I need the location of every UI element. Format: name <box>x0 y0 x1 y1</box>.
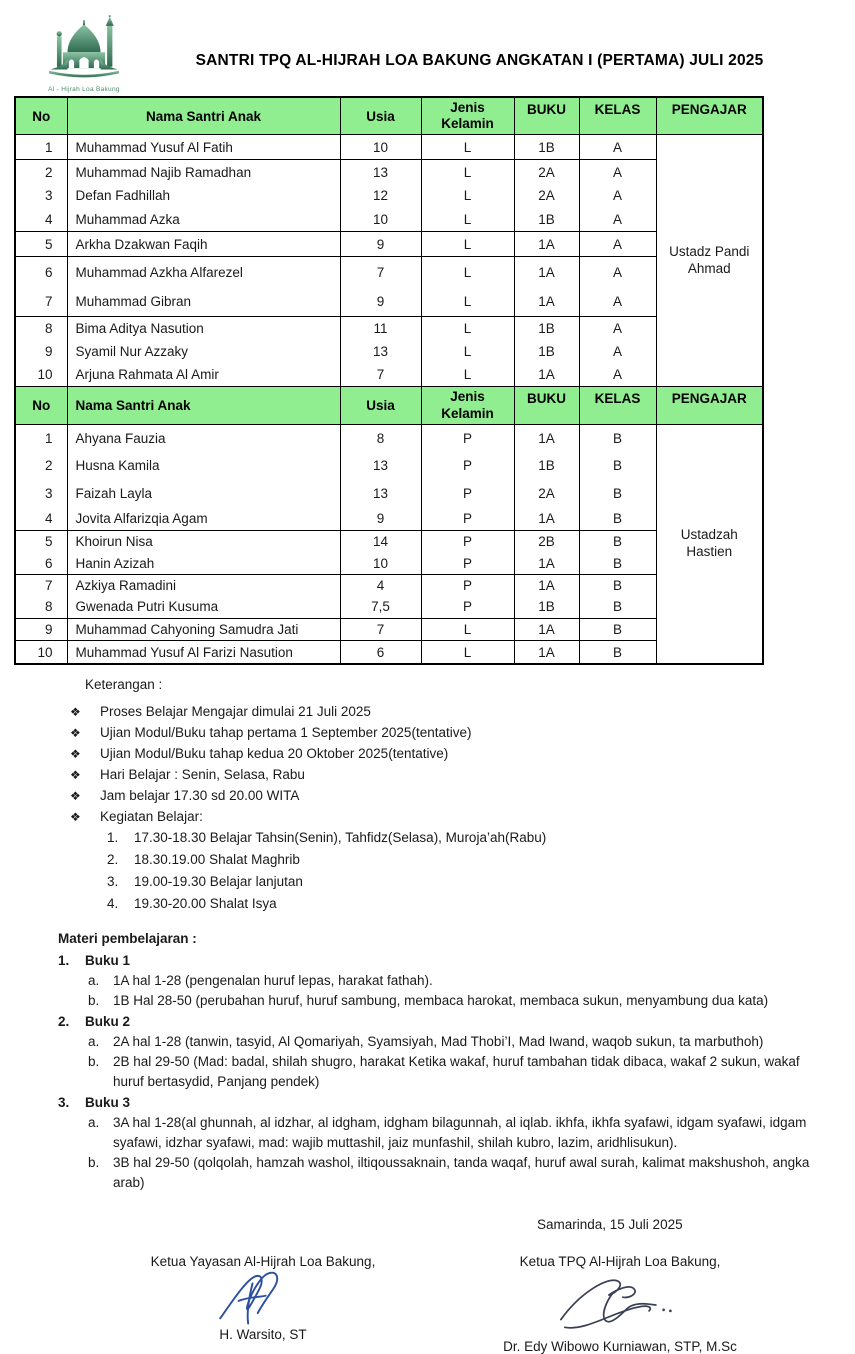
materi-subitem-text: 3A hal 1-28(al ghunnah, al idzhar, al idgham, idgham bilagunnah, al iqlab. ikhfa, ikhfa syafawi, idgam syafawi, idgam syafawi, idzhar syafawi, mad: wajib muttashil, jaiz munfashil, shilah kubro, lazim, aridhlisukun). <box>113 1115 807 1151</box>
kegiatan-item-text: 19.00-19.30 Belajar lanjutan <box>134 874 303 890</box>
signature-row <box>0 1254 855 1354</box>
cell-class: B <box>579 424 656 451</box>
table-row <box>15 232 763 257</box>
cell-book: 1B <box>514 451 579 480</box>
cell-age: 13 <box>340 340 421 363</box>
cell-class: A <box>579 232 656 257</box>
materi-subitem <box>88 1052 825 1092</box>
cell-age: 13 <box>340 480 421 507</box>
warsito-signature <box>215 1269 311 1331</box>
table-row <box>15 257 763 287</box>
keterangan-item-text: Ujian Modul/Buku tahap pertama 1 September 2025(tentative) <box>100 725 472 741</box>
cell-gender: L <box>421 317 514 340</box>
materi-item-label: Buku 1 <box>85 953 131 969</box>
cell-class: B <box>579 507 656 530</box>
table-row <box>15 208 763 232</box>
cell-name: Azkiya Ramadini <box>67 574 340 595</box>
cell-name: Bima Aditya Nasution <box>67 317 340 340</box>
col-header-age: Usia <box>340 387 421 424</box>
col-header-class: KELAS <box>579 97 656 135</box>
cell-age: 13 <box>340 160 421 184</box>
cell-gender: L <box>421 340 514 363</box>
signer-name: Dr. Edy Wibowo Kurniawan, STP, M.Sc <box>503 1339 737 1354</box>
col-header-name: Nama Santri Anak <box>67 387 340 424</box>
signer-title: Ketua TPQ Al-Hijrah Loa Bakung, <box>519 1254 721 1270</box>
kegiatan-item-number: 3. <box>107 874 119 890</box>
cell-name: Khoirun Nisa <box>67 530 340 552</box>
keterangan-item-text: Ujian Modul/Buku tahap kedua 20 Oktober 2025(tentative) <box>100 746 449 762</box>
keterangan-item-text: Kegiatan Belajar: <box>100 809 203 825</box>
diamond-bullet-icon: ❖ <box>70 810 81 825</box>
kegiatan-item-text: 17.30-18.30 Belajar Tahsin(Senin), Tahfidz(Selasa), Muroja’ah(Rabu) <box>134 830 547 846</box>
cell-class: A <box>579 160 656 184</box>
cell-no: 8 <box>15 595 67 618</box>
cell-no: 4 <box>15 208 67 232</box>
table-row <box>15 618 763 640</box>
col-header-class: KELAS <box>579 387 656 424</box>
kegiatan-item <box>107 828 855 848</box>
cell-class: B <box>579 480 656 507</box>
santri-table <box>14 96 764 665</box>
cell-age: 7 <box>340 257 421 287</box>
cell-age: 7 <box>340 618 421 640</box>
mosque-logo-icon <box>41 14 127 80</box>
cell-gender: P <box>421 552 514 574</box>
table-row <box>15 135 763 160</box>
diamond-bullet-icon: ❖ <box>70 768 81 783</box>
keterangan-item <box>70 702 855 722</box>
materi-item <box>58 1012 825 1032</box>
cell-book: 1A <box>514 552 579 574</box>
diamond-bullet-icon: ❖ <box>70 747 81 762</box>
cell-book: 2A <box>514 184 579 208</box>
col-header-gender: Jenis Kelamin <box>421 97 514 135</box>
cell-name: Muhammad Yusuf Al Fatih <box>67 135 340 160</box>
cell-book: 1A <box>514 232 579 257</box>
materi-subitem-letter: a. <box>88 1034 100 1050</box>
materi-item <box>58 1093 825 1113</box>
table-header-row <box>15 97 763 135</box>
cell-name: Defan Fadhillah <box>67 184 340 208</box>
materi-subitem-letter: a. <box>88 1115 100 1131</box>
cell-gender: P <box>421 530 514 552</box>
keterangan-section <box>70 675 855 914</box>
cell-age: 12 <box>340 184 421 208</box>
cell-book: 2B <box>514 530 579 552</box>
cell-gender: L <box>421 208 514 232</box>
materi-subitem-text: 1B Hal 28-50 (perubahan huruf, huruf sambung, membaca harokat, membaca sukun, menyambung dua kata) <box>113 993 769 1009</box>
logo-block <box>34 14 134 93</box>
cell-name: Muhammad Gibran <box>67 287 340 317</box>
col-header-book: BUKU <box>514 97 579 135</box>
keterangan-item <box>70 807 855 827</box>
kegiatan-list <box>107 828 855 914</box>
page-title: SANTRI TPQ AL-HIJRAH LOA BAKUNG ANGKATAN I (PERTAMA) JULI 2025 <box>195 52 764 69</box>
cell-class: B <box>579 552 656 574</box>
cell-name: Ahyana Fauzia <box>67 424 340 451</box>
cell-book: 1A <box>514 618 579 640</box>
cell-name: Muhammad Cahyoning Samudra Jati <box>67 618 340 640</box>
cell-class: B <box>579 640 656 664</box>
materi-section <box>58 929 825 1193</box>
keterangan-heading: Keterangan : <box>85 677 163 693</box>
cell-no: 9 <box>15 618 67 640</box>
cell-gender: L <box>421 618 514 640</box>
document-header <box>0 0 855 92</box>
cell-gender: P <box>421 574 514 595</box>
table-row <box>15 574 763 595</box>
cell-book: 1A <box>514 424 579 451</box>
edy-signature <box>557 1271 683 1341</box>
cell-book: 2A <box>514 480 579 507</box>
keterangan-item <box>70 723 855 743</box>
cell-age: 10 <box>340 208 421 232</box>
table-row <box>15 363 763 387</box>
materi-subitem-text: 2A hal 1-28 (tanwin, tasyid, Al Qomariyah, Syamsiyah, Mad Thobi’I, Mad Iwand, waqob sukun, ta marbuthoh) <box>113 1034 764 1050</box>
cell-book: 1B <box>514 317 579 340</box>
cell-no: 2 <box>15 451 67 480</box>
materi-subitem-letter: b. <box>88 1155 100 1171</box>
cell-no: 6 <box>15 257 67 287</box>
cell-name: Hanin Azizah <box>67 552 340 574</box>
teacher-cell: Ustadzah Hastien <box>656 424 763 664</box>
cell-class: B <box>579 574 656 595</box>
cell-gender: P <box>421 507 514 530</box>
cell-gender: L <box>421 363 514 387</box>
materi-subitem-letter: a. <box>88 973 100 989</box>
table-row <box>15 480 763 507</box>
materi-subitem <box>88 1113 825 1153</box>
cell-name: Muhammad Najib Ramadhan <box>67 160 340 184</box>
signature-block-tpq <box>440 1254 800 1354</box>
cell-name: Muhammad Yusuf Al Farizi Nasution <box>67 640 340 664</box>
cell-book: 1B <box>514 595 579 618</box>
cell-book: 1A <box>514 574 579 595</box>
cell-age: 4 <box>340 574 421 595</box>
materi-subitem <box>88 1032 825 1052</box>
cell-age: 7 <box>340 363 421 387</box>
cell-age: 6 <box>340 640 421 664</box>
cell-no: 8 <box>15 317 67 340</box>
diamond-bullet-icon: ❖ <box>70 789 81 804</box>
cell-class: A <box>579 257 656 287</box>
cell-class: B <box>579 451 656 480</box>
table-row <box>15 424 763 451</box>
col-header-no: No <box>15 97 67 135</box>
table-row <box>15 552 763 574</box>
cell-no: 4 <box>15 507 67 530</box>
cell-name: Muhammad Azka <box>67 208 340 232</box>
cell-gender: P <box>421 424 514 451</box>
cell-no: 5 <box>15 530 67 552</box>
cell-gender: L <box>421 184 514 208</box>
signer-title: Ketua Yayasan Al-Hijrah Loa Bakung, <box>150 1254 376 1270</box>
col-header-teacher: PENGAJAR <box>656 387 763 424</box>
cell-book: 1B <box>514 340 579 363</box>
cell-age: 10 <box>340 135 421 160</box>
cell-gender: L <box>421 135 514 160</box>
keterangan-item <box>70 744 855 764</box>
kegiatan-item-text: 18.30.19.00 Shalat Maghrib <box>134 852 300 868</box>
diamond-bullet-icon: ❖ <box>70 726 81 741</box>
table-row <box>15 451 763 480</box>
materi-subitem-text: 1A hal 1-28 (pengenalan huruf lepas, harakat fathah). <box>113 973 433 989</box>
materi-subitem <box>88 1153 825 1193</box>
cell-book: 1A <box>514 640 579 664</box>
materi-heading: Materi pembelajaran : <box>58 931 197 947</box>
table-row <box>15 640 763 664</box>
materi-item-label: Buku 3 <box>85 1095 131 1111</box>
kegiatan-item-number: 2. <box>107 852 119 868</box>
table-row <box>15 160 763 184</box>
cell-name: Gwenada Putri Kusuma <box>67 595 340 618</box>
cell-gender: L <box>421 640 514 664</box>
kegiatan-item-number: 1. <box>107 830 119 846</box>
table-row <box>15 317 763 340</box>
cell-age: 8 <box>340 424 421 451</box>
dateline: Samarinda, 15 Juli 2025 <box>537 1217 683 1233</box>
materi-item-number: 1. <box>58 953 70 969</box>
cell-no: 5 <box>15 232 67 257</box>
cell-gender: L <box>421 232 514 257</box>
cell-gender: P <box>421 451 514 480</box>
signature-block-yayasan <box>108 1254 418 1354</box>
keterangan-item <box>70 786 855 806</box>
cell-book: 1B <box>514 208 579 232</box>
cell-no: 7 <box>15 287 67 317</box>
cell-age: 9 <box>340 287 421 317</box>
cell-age: 7,5 <box>340 595 421 618</box>
cell-name: Arkha Dzakwan Faqih <box>67 232 340 257</box>
materi-subitem-letter: b. <box>88 1054 100 1070</box>
cell-gender: P <box>421 480 514 507</box>
kegiatan-item-number: 4. <box>107 896 119 912</box>
cell-no: 1 <box>15 424 67 451</box>
cell-age: 14 <box>340 530 421 552</box>
col-header-name: Nama Santri Anak <box>67 97 340 135</box>
materi-subitem-text: 3B hal 29-50 (qolqolah, hamzah washol, iltiqoussaknain, tanda waqaf, huruf awal surah, kalimat makshushoh, angka arab) <box>113 1155 810 1191</box>
cell-no: 9 <box>15 340 67 363</box>
cell-class: B <box>579 618 656 640</box>
cell-name: Jovita Alfarizqia Agam <box>67 507 340 530</box>
cell-age: 9 <box>340 232 421 257</box>
keterangan-item-text: Jam belajar 17.30 sd 20.00 WITA <box>100 788 300 804</box>
cell-book: 1A <box>514 287 579 317</box>
cell-age: 11 <box>340 317 421 340</box>
keterangan-item <box>70 765 855 785</box>
cell-age: 10 <box>340 552 421 574</box>
cell-no: 10 <box>15 640 67 664</box>
cell-class: A <box>579 135 656 160</box>
table-row <box>15 530 763 552</box>
cell-no: 3 <box>15 184 67 208</box>
cell-name: Arjuna Rahmata Al Amir <box>67 363 340 387</box>
cell-class: A <box>579 287 656 317</box>
cell-book: 1A <box>514 257 579 287</box>
cell-class: A <box>579 184 656 208</box>
materi-item <box>58 951 825 971</box>
materi-subitem <box>88 971 825 991</box>
cell-no: 10 <box>15 363 67 387</box>
cell-no: 3 <box>15 480 67 507</box>
cell-class: B <box>579 530 656 552</box>
cell-name: Husna Kamila <box>67 451 340 480</box>
materi-item-number: 2. <box>58 1014 70 1030</box>
cell-class: A <box>579 363 656 387</box>
table-row <box>15 340 763 363</box>
cell-no: 7 <box>15 574 67 595</box>
cell-class: A <box>579 340 656 363</box>
kegiatan-item <box>107 850 855 870</box>
cell-age: 13 <box>340 451 421 480</box>
materi-item-label: Buku 2 <box>85 1014 131 1030</box>
cell-book: 1A <box>514 363 579 387</box>
cell-gender: P <box>421 595 514 618</box>
cell-gender: L <box>421 160 514 184</box>
materi-subitem-letter: b. <box>88 993 100 1009</box>
table-row <box>15 595 763 618</box>
kegiatan-item <box>107 872 855 892</box>
cell-book: 1B <box>514 135 579 160</box>
table-header-row <box>15 387 763 424</box>
cell-age: 9 <box>340 507 421 530</box>
table-row <box>15 287 763 317</box>
materi-item-number: 3. <box>58 1095 70 1111</box>
cell-class: B <box>579 595 656 618</box>
cell-no: 1 <box>15 135 67 160</box>
col-header-teacher: PENGAJAR <box>656 97 763 135</box>
signer-name: H. Warsito, ST <box>219 1327 307 1343</box>
col-header-book: BUKU <box>514 387 579 424</box>
kegiatan-item <box>107 894 855 914</box>
cell-book: 1A <box>514 507 579 530</box>
cell-no: 2 <box>15 160 67 184</box>
table-row <box>15 507 763 530</box>
materi-subitem <box>88 991 825 1011</box>
col-header-no: No <box>15 387 67 424</box>
col-header-age: Usia <box>340 97 421 135</box>
cell-no: 6 <box>15 552 67 574</box>
keterangan-item-text: Hari Belajar : Senin, Selasa, Rabu <box>100 767 305 783</box>
col-header-gender: Jenis Kelamin <box>421 387 514 424</box>
cell-gender: L <box>421 257 514 287</box>
cell-name: Muhammad Azkha Alfarezel <box>67 257 340 287</box>
logo-caption: Al - Hijrah Loa Bakung <box>48 86 120 93</box>
cell-book: 2A <box>514 160 579 184</box>
diamond-bullet-icon: ❖ <box>70 705 81 720</box>
cell-class: A <box>579 208 656 232</box>
kegiatan-item-text: 19.30-20.00 Shalat Isya <box>134 896 277 912</box>
cell-class: A <box>579 317 656 340</box>
materi-subitem-text: 2B hal 29-50 (Mad: badal, shilah shugro, harakat Ketika wakaf, huruf tambahan tidak dibaca, wakaf 2 sukun, wakaf huruf bertasydid, Panjang pendek) <box>113 1054 800 1090</box>
cell-name: Faizah Layla <box>67 480 340 507</box>
keterangan-item-text: Proses Belajar Mengajar dimulai 21 Juli 2025 <box>100 704 371 720</box>
table-row <box>15 184 763 208</box>
cell-name: Syamil Nur Azzaky <box>67 340 340 363</box>
teacher-cell: Ustadz Pandi Ahmad <box>656 135 763 387</box>
cell-gender: L <box>421 287 514 317</box>
